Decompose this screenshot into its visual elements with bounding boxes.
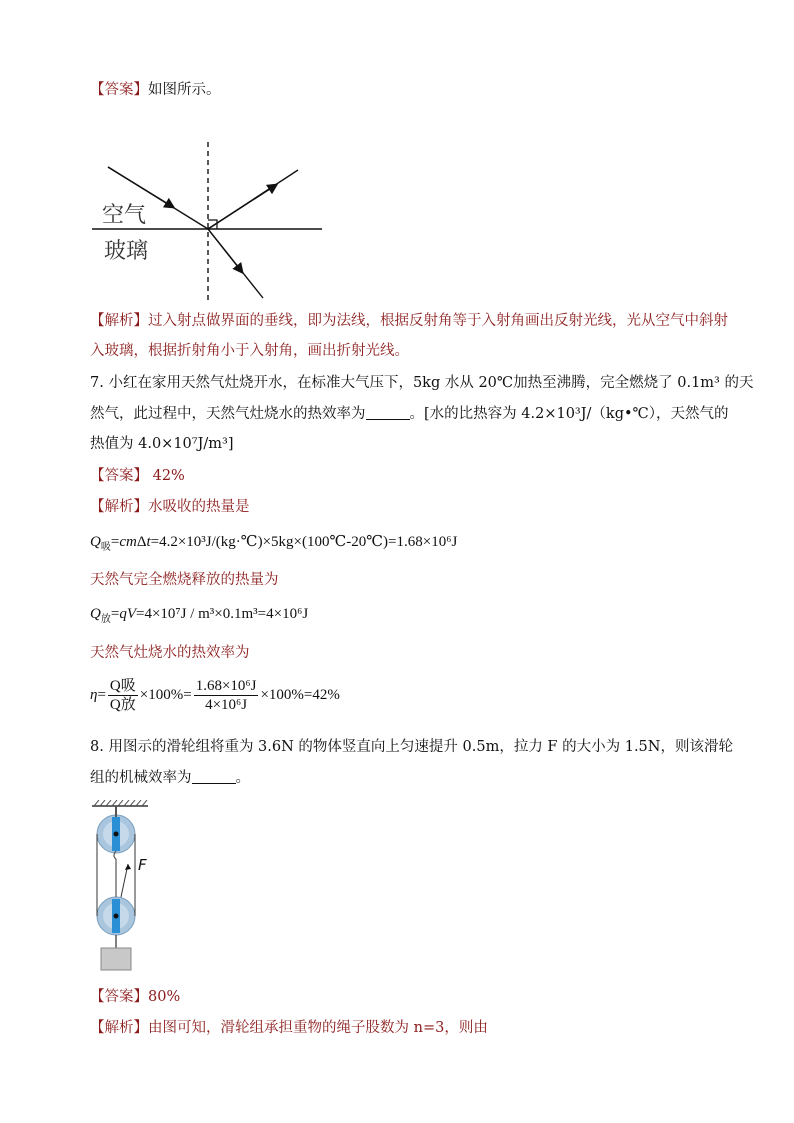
q7-analysis-intro: 【解析】水吸收的热量是 (90, 499, 250, 515)
q7-equation-1: $Q_吸=cm\Delta t=4.2\times 10^3J/(kg\cdot℃)\times 5kg\times(100℃-20℃)=1.68\times 10^6J$ (90, 534, 458, 553)
fixed-pulley (97, 806, 135, 859)
q7-line3: 热值为 4.0×10⁷J/m³] (90, 436, 234, 452)
q7-equation-2: $Q_放=qV=4\times 10^7J / m^3\times 0.1m^3=4\times 10^6J$ (90, 606, 309, 625)
refraction-diagram (88, 140, 328, 302)
answer-blank (192, 769, 236, 784)
q6-analysis-line2: 入玻璃，根据折射角小于入射角，画出折射光线。 (90, 343, 409, 359)
answer-blank (366, 405, 410, 420)
q8-line1: 8. 用图示的滑轮组将重为 3.6N 的物体竖直向上匀速提升 0.5m，拉力 F 的大小为 1.5N，则该滑轮 (90, 739, 733, 755)
q8-answer: 【答案】80% (90, 989, 181, 1005)
q7-answer: 【答案】 42% (90, 468, 185, 484)
analysis-tag: 【解析】 (90, 313, 148, 329)
weight-block (101, 948, 131, 970)
movable-pulley (97, 897, 135, 935)
air-label: 空气 (102, 203, 147, 228)
q6-answer (90, 80, 221, 100)
q7-analysis-text2: 天然气完全燃烧释放的热量为 (90, 572, 279, 588)
force-label: F (138, 856, 147, 874)
q6-analysis-line1: 【解析】过入射点做界面的垂线，即为法线，根据反射角等于入射角画出反射光线，光从空气中斜射 (90, 313, 728, 329)
q7-line2: 然气，此过程中，天然气灶烧水的热效率为 。[水的比热容为 4.2×10³J/（kg•℃），天然气的 (90, 406, 729, 422)
answer-tag: 【答案】 (90, 82, 148, 98)
glass-label: 玻璃 (104, 239, 149, 264)
q8-line2: 组的机械效率为 。 (90, 770, 250, 786)
pulley-diagram (88, 800, 168, 976)
q8-analysis: 【解析】由图可知，滑轮组承担重物的绳子股数为 n=3，则由 (90, 1020, 488, 1036)
q7-equation-3: η= $\frac{\text{Q吸}}{\text{Q放}}$ ×100%= $\frac{\text{1.68×10⁶J}}{\text{4×10⁶J}}$ ×100%=42% (90, 678, 340, 713)
q7-analysis-text3: 天然气灶烧水的热效率为 (90, 645, 250, 661)
answer-text: 如图所示。 (148, 82, 221, 98)
q7-line1: 7. 小红在家用天然气灶烧开水，在标准大气压下，5kg 水从 20℃加热至沸腾，完全燃烧了 0.1m³ 的天 (90, 375, 754, 391)
